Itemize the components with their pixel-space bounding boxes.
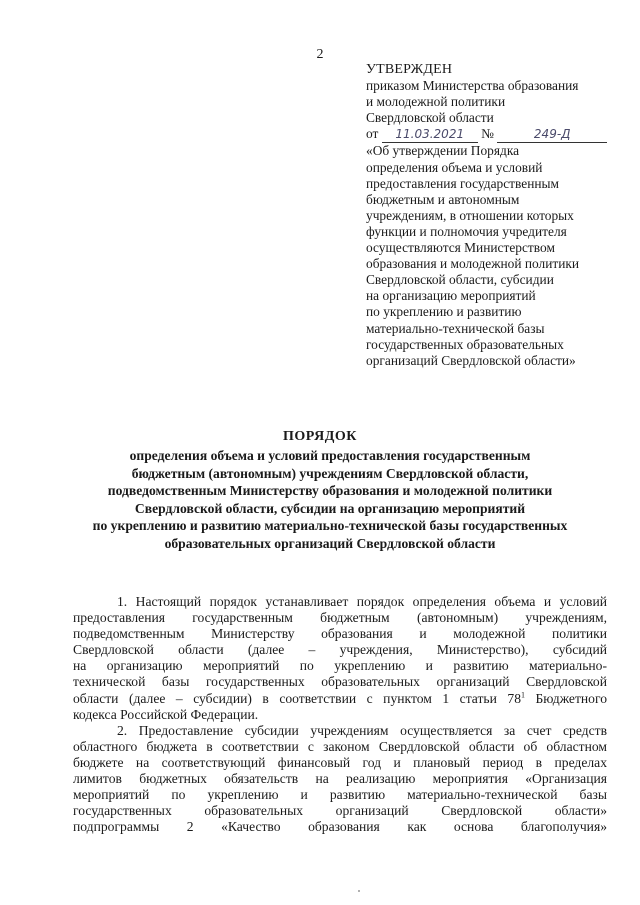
date-prefix: от [366,126,379,142]
subtitle-line: Свердловской области, субсидии на организацию мероприятий [134,500,526,516]
paragraph-2-line: мероприятий по укреплению и развитию материально-технической базы [73,787,607,803]
subtitle-line: образовательных организаций Свердловской области [164,535,496,551]
order-subject-line: учреждениям, в отношении которых [366,207,574,223]
superscript-1: 1 [521,690,525,700]
order-subject-line: бюджетным и автономным [366,191,520,207]
document-subtitle [60,447,600,553]
paragraph-2-line: лимитов бюджетных обязательств на реализацию мероприятия «Организация [73,771,607,787]
document-body [73,594,607,835]
order-subject [366,143,626,368]
paragraph-2 [73,723,607,836]
order-subject-line: по укреплению и развитию [366,304,522,320]
paragraph-2-line: 2. Предоставление субсидии учреждениям осуществляется за счет средств [117,722,607,738]
approved-heading: УТВЕРЖДЕН [366,62,453,77]
subtitle-line: подведомственным Министерству образования и молодежной политики [107,483,553,499]
page-number: 2 [316,47,324,62]
order-subject-line: на организацию мероприятий [366,288,536,304]
subtitle-line: бюджетным (автономным) учреждениям Свердловской области, [131,465,529,481]
paragraph-2-line: бюджете на соответствующий финансовый год и плановый период в пределах [73,754,607,770]
order-subject-line: предоставления государственным [366,175,560,191]
paragraph-1-text: Бюджетного [525,690,607,706]
order-subject-line: материально-технической базы [366,320,545,336]
order-date-number-line [366,126,626,143]
paragraph-1-line: технической базы государственных образовательных организаций Свердловской [73,674,607,690]
scan-artifact [358,890,360,892]
approval-line: приказом Министерства образования [366,78,579,94]
approval-block [366,62,626,369]
paragraph-1-line: предоставления государственным бюджетным (автономным) учреждениям, [73,610,607,626]
order-subject-line: образования и молодежной политики [366,256,580,272]
paragraph-2-line: областного бюджета в соответствии с законом Свердловской области об областном [73,738,607,754]
order-subject-line: организаций Свердловской области» [366,352,576,368]
paragraph-1-line: Свердловской области (далее – учреждения, Министерство), субсидий [73,642,607,658]
approval-line: Свердловской области [366,110,494,126]
paragraph-2-line: подпрограммы 2 «Качество образования как основа благополучия» [73,819,607,835]
document-title: ПОРЯДОК [283,429,357,444]
order-subject-line: определения объема и условий [366,159,543,175]
paragraph-1-line: на организацию мероприятий по укреплению и развитию материально- [73,658,607,674]
paragraph-1-line: кодекса Российской Федерации. [73,706,259,722]
subtitle-line: определения объема и условий предоставления государственным [129,448,531,463]
order-subject-line: функции и полномочия учредителя [366,223,567,239]
paragraph-1-line: 1. Настоящий порядок устанавливает порядок определения объема и условий [117,594,607,609]
order-subject-line: «Об утверждении Порядка [366,143,520,159]
handwritten-number: 249-Д [497,126,607,143]
paragraph-1 [73,594,607,691]
paragraph-1-text: области (далее – субсидии) в соответствии с пунктом 1 статьи 78 [73,690,521,706]
approval-line: и молодежной политики [366,94,506,110]
paragraph-2-line: государственных образовательных организаций Свердловской области» [73,803,607,819]
paragraph-1-line [73,691,607,707]
order-subject-line: государственных образовательных [366,336,564,352]
handwritten-date: 11.03.2021 [382,126,478,143]
order-subject-line: осуществляются Министерством [366,240,555,256]
subtitle-line: по укреплению и развитию материально-технической базы государственных [92,518,568,534]
number-prefix: № [481,126,494,142]
order-subject-line: Свердловской области, субсидии [366,272,554,288]
paragraph-1-line: подведомственным Министерству образования и молодежной политики [73,626,607,642]
